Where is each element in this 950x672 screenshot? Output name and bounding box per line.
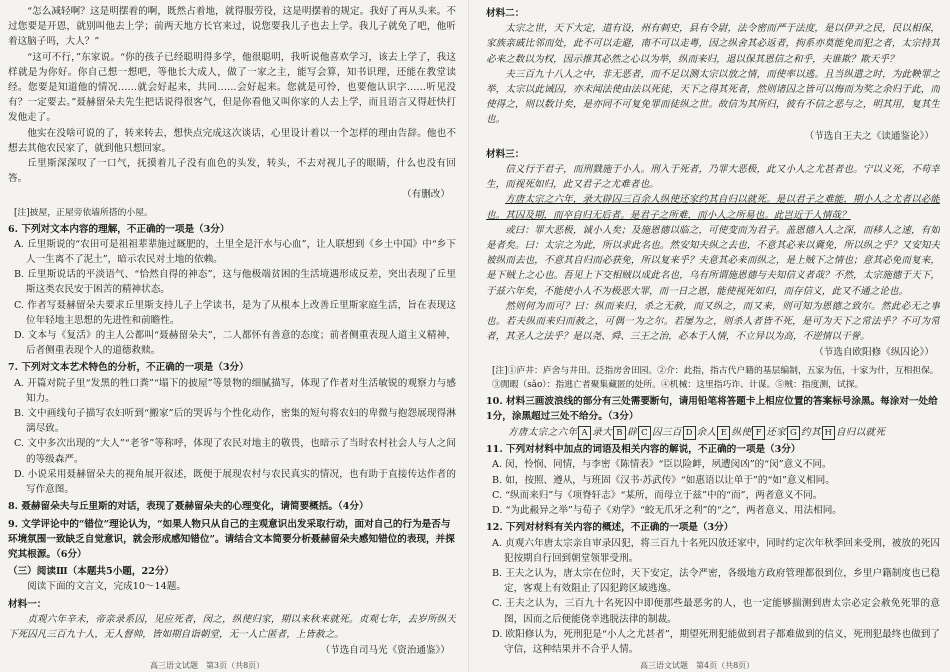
q6-option-b: B. 丘里斯说话的平淡语气、“恰然自得的神态”，这与他极端贫困的生活境遇形成反差，突出表现了丘里斯这类农民安于困苦的精神状态。 [14,269,456,296]
q10-text-segment: 还家 [766,427,787,439]
material-3-title: 材料三： [486,148,525,160]
material-2-source: （节选自王夫之《读通鉴论》） [804,130,934,142]
q10-box-d[interactable]: D [683,426,696,440]
question-6: 6. 下列对文本内容的理解，不正确的一项是（3分） [8,223,230,235]
q10-text-segment: 自归 [835,427,856,439]
material-2-paragraph: 太宗之世，天下大定，道有设，州有刺史，县有令尉，法令密而严于法度，是以伊尹之民，民以相保，家族亲戚比邻而处，此不可以走避，南不可以走粤，因之纵舍其必返者，拘系亦莫能免而犯之者，太宗持其必来之数以为权，因示推其必然之心以为举，纵而来归，退以保其恩信之和乎，夫谁欺？欺天乎？ [486,23,940,65]
material-3-note: [注]①庐井：庐舍与井田。泛指房舍田园。②介：此指，指古代户籍的基层编制，五家为伍，十家为什，互相担保。③閒暇（sǎo）：指逃亡者聚集藏匿的处所。④机械：这里指巧诈、计谋。⑤贼：指度测，试探。 [492,365,939,390]
q10-text-segment: 囚三百 [651,427,682,439]
question-9: 9. 文学评论中的“错位”理论认为，“如果人物只从自己的主观意识出发采取行动，面对自己的行为是否与环境氛围一致缺乏自觉意识，就会形成感知错位”。请结合文本简要分析聂赫留朵夫感知错位的表现，并探究其根源。（6分） [8,518,455,560]
page-divider [468,0,469,672]
q10-box-a[interactable]: A [578,426,591,440]
q11-option-a: A. 闵，怜悯、同情，与李密《陈情表》“臣以险衅，夙遭闵凶”的“闵”意义不同。 [492,459,832,471]
q10-text-segment: 约其 [801,427,821,439]
q10-text-segment: 纵使 [731,427,752,439]
material-1-text: 贞观六年辛未，帝亲录系囚，见应死者，闵之，纵使归家，期以来秋来就死。贞观七年，去岁所纵天下死囚凡三百九十人，无人督帅，皆如期自诣朝堂，无一人亡匿者，上皆赦之。 [8,613,456,640]
material-1-title: 材料一： [8,598,47,610]
q10-text-segment: 辟 [627,427,637,439]
story-source: （有删改） [402,189,450,201]
q10-text-segment: 余人 [696,427,717,439]
question-8: 8. 聂赫留朵夫与丘里斯的对话，表现了聂赫留朵夫的心理变化，请简要概括。（4分） [8,501,369,513]
material-3-paragraph: 或曰：罪大恶极，诚小人矣；及施恩德以临之，可使变而为君子。盖恩德入人之深，而移人之速，有如是者矣。曰：太宗之为此，所以求此名也。然安知夫纵之去也，不意其必来以冀免，所以纵之乎？又安知夫被纵而去也，不意其自归而必获免，所以复来乎？夫意其必来而纵之，是上贼下之情也；意其必免而复来，是下贼上之心也。吾见上下交相贼以成此名也，乌有所谓施恩德与夫知信义者哉？不然，太宗施德于天下，于兹六年矣，不能使小人不为极恶大罪，而一日之恩，能使视死如归，而存信义，此又不通之论也。 [486,224,940,297]
q12-option-b: B. 王夫之认为，唐太宗在位时，天下安定，法令严密，各级地方政府管理都很到位，乡里户籍制度也已稳定，客观上有效阻止了囚犯跨区域逃逸。 [492,567,940,595]
q11-option-b: B. 如，按照、遵从，与班固《汉书·苏武传》“如惠语以让单于”的“如”意义相同。 [492,474,835,486]
story-paragraph: 丘里斯深深叹了一口气，抚摸着儿子没有血色的头发，转头，不去对视儿子的眼睛，什么也没有回答。 [8,158,456,185]
material-3-paragraph: 然则何为而可？曰：纵而来归，杀之无赦，而又纵之，而又来，则可知为恩德之致尔。然此必无之事也。若夫纵而来归而赦之，可偶一为之尔。若屡为之，则杀人者皆不死，是可为天下之常法乎？不可为常者，其圣人之法乎？是以尧、舜、三王之治，必本于人情，不立异以为高，不逆情以干誉。 [486,300,940,343]
q10-box-h[interactable]: H [822,426,835,440]
q10-box-f[interactable]: F [752,426,765,440]
q10-box-e[interactable]: E [717,426,730,440]
q10-text-segment: 方唐太宗之六年 [508,427,578,439]
q11-option-d: D. “为此赧异之举”与荀子《劝学》“蛟无爪牙之利”的“之”，两者意义、用法相同。 [492,505,842,517]
story-note: [注]披屋，正屋旁依墙所搭的小屋。 [14,207,153,218]
material-2-title: 材料二： [486,8,525,19]
question-10: 10. 材料三画波浪线的部分有三处需要断句，请用铅笔将答题卡上相应位置的答案标号涂黑。每涂对一处给1分，涂黑超过三处不给分。（3分） [486,395,938,422]
q7-option-a: A. 开篇对院子里“发黑的牲口粪”“塌下的披屋”等景物的细腻描写，体现了作者对生活敏锐的观察力与感知力。 [14,377,456,404]
left-page-footer: 高三语文试题 第3页（共8页） [150,661,265,670]
q10-text-segment: 以就死 [855,427,886,439]
material-1-source: （节选自司马光《资治通鉴》） [320,645,450,657]
q6-option-c: C. 作者写聂赫留朵夫要求丘里斯支持儿子上学读书，是为了从根本上改善丘里斯家庭生活，旨在表现这位年轻地主思想的先进性和前瞻性。 [14,299,456,326]
q10-box-c[interactable]: C [638,426,651,440]
q11-option-c: C. “纵而来归”与《项脊轩志》“某所，而母立于兹”中的“而”，两者意义不同。 [492,489,823,501]
q12-option-c: C. 王夫之认为，三百九十名死囚中即便那些最恶劣的人，也一定能够揣测到唐太宗必定会赦免死罪的意图，因而之后便能侥幸逃脱法律的制裁。 [492,598,940,625]
story-paragraph: “这可不行，”东家说。“你的孩子已经聪明得多学，他很聪明，我听说他喜欢学习，该去上学了，我这样就是为你好。你自己想一想吧，等他长大成人，做了一家之主，能写会算，知书识理，还能在教堂读经。您要是知道他的情况……就会好起来，共同……会好起来。您就是可怜，也要他认识字……听见没有？一定要去。”聂赫留朵夫先生把话说得很客气，但是你看他又叫你家的人去上学，而且语言又得赶快打发他走了。 [8,51,456,124]
question-11: 11. 下列对材料中加点的词语及相关内容的解说，不正确的一项是（3分） [486,444,801,456]
q10-text-segment: 录大 [592,427,613,439]
material-2-paragraph: 夫三百九十八人之中，非无恶者，而不足以测太宗以放之情，而使率以逃。且当纵遣之时，为此鞅罪之举，太宗以此诫囚，亦未闻法使由法以死徒，天下之得其死者，然则诸囚之皆可以悔而为奖之余归于此，而使得之，则以数计矣，是亦同不可复免罪而徒纵之世。故信为其所归，彼有不信之恶与之，明其用，复其生也。 [486,68,940,126]
q7-option-d: D. 小说采用聂赫留朵夫的视角展开叙述，既便于展现农村与农民真实的情况，也有助于直接传达作者的写作意图。 [14,468,456,496]
section-3-heading: （三）阅读Ⅲ（本题共5小题，22分） [8,566,175,578]
question-12: 12. 下列对材料有关内容的概述，不正确的一项是（3分） [486,522,734,534]
q7-option-c: C. 文中多次出现的“大人”“老爷”等称呼，体现了农民对地主的敬畏，也暗示了当时农村社会人与人之间的等级森严。 [14,438,456,465]
q6-option-d: D. 文本与《复活》的主人公都叫“聂赫留朵夫”，二人都怀有善意的态度；前者侧重表现人道主义精神，后者侧重表现个人的道德救赎。 [14,330,456,357]
material-3-paragraph: 信义行于君子，而刑戮施于小人。刑入于死者，乃罪大恶极，此又小人之尤甚者也。宁以义死，不苟幸生，而视死如归，此又君子之尤难者也。 [486,164,940,191]
q10-box-b[interactable]: B [613,426,626,440]
q6-option-a: A. 丘里斯说的“农田可是祖祖辈辈施过厩肥的，土里全是汗水与心血”，让人联想到《乡土中国》中“乡下人一生离不了泥土”，暗示农民对土地的依赖。 [14,238,456,266]
q10-box-g[interactable]: G [787,426,800,440]
right-page-footer: 高三语文试题 第4页（共8页） [640,661,755,670]
story-paragraph: “怎么减轻啊？这是明摆着的啊，既然占着地，就得服劳役，这是明摆着的规定。我好了再从头来。不过您要是开恩，就别叫他去上学；前两天地方长官来过，说您要我儿子也去上学。我儿子就免了吧，他听着这脑子吗，大人？” [8,6,456,48]
material-3-wavy-paragraph: 方唐太宗之六年，录大辟囚三百余人纵使还家约其自归以就死。是以君子之难能，期小人之尤者以必能也。其囚及期，而卒自归无后者。是君子之所难，而小人之所易也。此岂近于人情哉？ [486,194,940,221]
question-7: 7. 下列对文本艺术特色的分析，不正确的一项是（3分） [8,362,249,374]
left-page [8,4,456,658]
material-3-source: （节选自欧阳修《纵囚论》） [814,347,934,359]
q7-option-b: B. 文中画线句子描写农妇听到“搬家”后的哭诉与个性化动作，密集的短句将农妇的卑微与抱怨展现得淋漓尽致。 [14,408,456,435]
q10-answer-line [508,425,940,440]
q12-option-d: D. 欧阳修认为，死刑犯是“小人之尤甚者”，期望死刑犯能做到君子都难做到的信义，死刑犯最终也做到了守信，这种结果并不合乎人情。 [492,628,940,655]
story-paragraph: 他实在没啥可说的了，转来转去，想快点完成这次谈话，心里设计着以一个怎样的理由告辞。他也不想去其他农民家了，就到他只想回家。 [8,127,456,154]
right-page [486,4,940,658]
q12-option-a: A. 贞观六年唐太宗亲自审录囚犯，将三百九十名死囚放还家中，同时约定次年秋季回来受刑，被放的死囚犯按期自行回到朝堂领罪受刑。 [492,537,940,564]
section-3-intro: 阅读下面的文言文，完成10～14题。 [27,581,186,593]
